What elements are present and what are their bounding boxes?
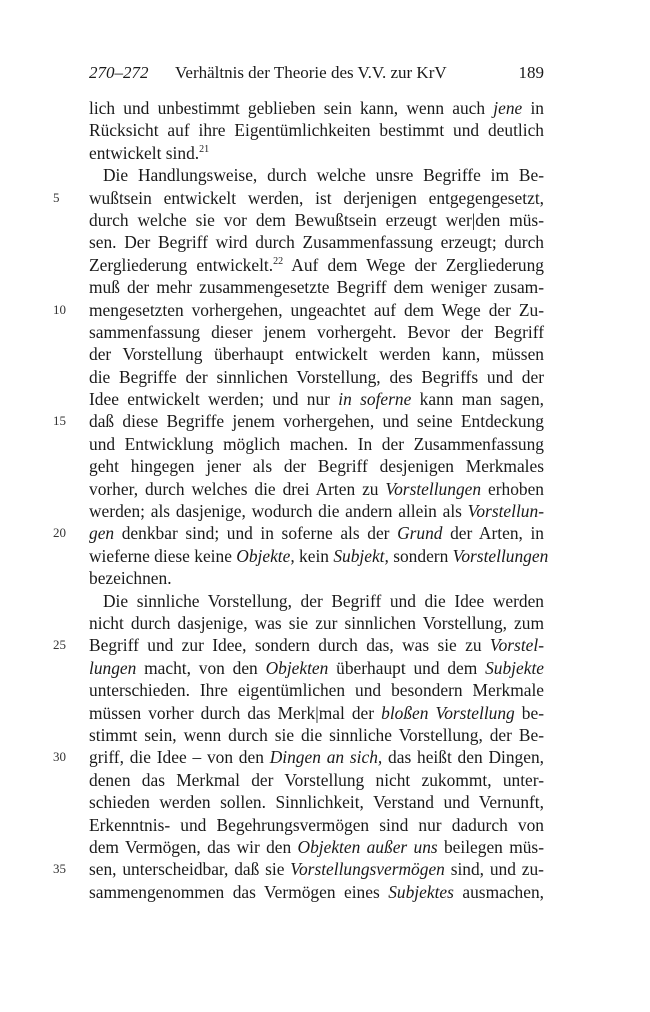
- line-text: entwickelt sind.$^{21}$: [89, 142, 210, 163]
- text-line: [0, 500, 650, 522]
- line-text: Rücksicht auf ihre Eigentümlichkeiten bestimmt und deutlich: [89, 120, 544, 141]
- line-text: werden; als dasjenige, wodurch die andern allein als Vorstellun-: [89, 501, 544, 522]
- text-line: [0, 836, 650, 858]
- line-number: 30: [53, 749, 66, 765]
- line-text: sen. Der Begriff wird durch Zusammenfassung erzeugt; durch: [89, 232, 544, 253]
- line-number: 25: [53, 637, 66, 653]
- text-line: [0, 209, 650, 231]
- text-line: [0, 881, 650, 903]
- line-text: sammenfassung dieser jenem vorhergeht. Bevor der Begriff: [89, 321, 544, 342]
- text-line: [0, 366, 650, 388]
- line-text: sen, unterscheidbar, daß sie Vorstellungsvermögen sind, und zu-: [89, 859, 544, 880]
- text-line: [0, 97, 650, 119]
- line-text: wieferne diese keine Objekte, kein Subjekt, sondern Vorstellungen: [89, 545, 549, 566]
- line-number: 35: [53, 861, 66, 877]
- text-line: [0, 254, 650, 276]
- line-text: durch welche sie vor dem Bewußtsein erzeugt wer|den müs-: [89, 209, 544, 230]
- text-line: [0, 187, 650, 209]
- line-text: gen denkbar sind; und in soferne als der Grund der Arten, in: [89, 523, 544, 544]
- text-line: [0, 769, 650, 791]
- text-line: [0, 142, 650, 164]
- line-text: denen das Merkmal der Vorstellung nicht zukommt, unter-: [89, 769, 544, 790]
- text-line: [0, 522, 650, 544]
- text-line: [0, 634, 650, 656]
- text-line: [0, 276, 650, 298]
- line-text: der Vorstellung überhaupt entwickelt werden kann, müssen: [89, 344, 544, 365]
- line-text: griff, die Idee – von den Dingen an sich, das heißt den Dingen,: [89, 747, 544, 768]
- line-number: 15: [53, 413, 66, 429]
- line-text: geht hingegen jener als der Begriff desjenigen Merkmales: [89, 456, 544, 477]
- line-text: Die sinnliche Vorstellung, der Begriff und die Idee werden: [103, 590, 544, 611]
- text-line: [0, 410, 650, 432]
- line-text: schieden werden sollen. Sinnlichkeit, Verstand und Vernunft,: [89, 792, 544, 813]
- text-line: [0, 567, 650, 589]
- text-line: [0, 119, 650, 141]
- text-line: [0, 791, 650, 813]
- line-text: Die Handlungsweise, durch welche unsre Begriffe im Be-: [103, 165, 544, 186]
- line-text: Zergliederung entwickelt.$^{22}$ Auf dem Wege der Zergliederung: [89, 254, 544, 275]
- line-number: 5: [53, 189, 60, 205]
- line-text: müssen vorher durch das Merk|mal der bloßen Vorstellung be-: [89, 702, 545, 723]
- text-line: [0, 343, 650, 365]
- line-text: Erkenntnis- und Begehrungsvermögen sind nur dadurch von: [89, 814, 544, 835]
- line-text: Idee entwickelt werden; und nur in soferne kann man sagen,: [89, 389, 545, 410]
- text-line: [0, 455, 650, 477]
- line-text: mengesetzten vorhergehen, ungeachtet auf dem Wege der Zu-: [89, 299, 544, 320]
- text-line: [0, 590, 650, 612]
- line-text: dem Vermögen, das wir den Objekten außer uns beilegen müs-: [89, 836, 544, 857]
- text-line: [0, 299, 650, 321]
- line-text: unterschieden. Ihre eigentümlichen und besondern Merkmale: [89, 680, 544, 701]
- text-line: [0, 746, 650, 768]
- text-line: [0, 231, 650, 253]
- text-line: [0, 679, 650, 701]
- line-text: lungen macht, von den Objekten überhaupt und dem Subjekte: [89, 657, 544, 678]
- text-line: [0, 724, 650, 746]
- text-line: [0, 612, 650, 634]
- body-text: [0, 97, 650, 903]
- running-title: Verhältnis der Theorie des V.V. zur KrV: [175, 63, 447, 82]
- line-text: sammengenommen das Vermögen eines Subjektes ausmachen,: [89, 881, 544, 902]
- text-line: [0, 702, 650, 724]
- page-number: 189: [518, 63, 544, 82]
- line-text: daß diese Begriffe jenem vorhergehen, und seine Entdeckung: [89, 411, 544, 432]
- line-text: muß der mehr zusammengesetzte Begriff dem weniger zusam-: [89, 277, 544, 298]
- line-text: und Entwicklung möglich machen. In der Zusammenfassung: [89, 433, 544, 454]
- text-line: [0, 388, 650, 410]
- page-range: 270–272: [89, 63, 149, 82]
- line-text: vorher, durch welches die drei Arten zu Vorstellungen erhoben: [89, 478, 544, 499]
- line-text: Begriff und zur Idee, sondern durch das, was sie zu Vorstel-: [89, 635, 544, 656]
- text-line: [0, 545, 650, 567]
- line-text: bezeichnen.: [89, 568, 172, 589]
- text-line: [0, 858, 650, 880]
- line-text: die Begriffe der sinnlichen Vorstellung, des Begriffs und der: [89, 366, 544, 387]
- text-line: [0, 321, 650, 343]
- line-text: nicht durch dasjenige, was sie zur sinnlichen Vorstellung, zum: [89, 612, 544, 633]
- text-line: [0, 814, 650, 836]
- text-line: [0, 433, 650, 455]
- line-number: 10: [53, 301, 66, 317]
- text-line: [0, 657, 650, 679]
- line-number: 20: [53, 525, 66, 541]
- line-text: stimmt sein, wenn durch sie die sinnliche Vorstellung, der Be-: [89, 724, 544, 745]
- text-line: [0, 164, 650, 186]
- line-text: lich und unbestimmt geblieben sein kann, wenn auch jene in: [89, 98, 544, 118]
- line-text: wußtsein entwickelt werden, ist derjenigen entgegengesetzt,: [89, 187, 544, 208]
- text-line: [0, 478, 650, 500]
